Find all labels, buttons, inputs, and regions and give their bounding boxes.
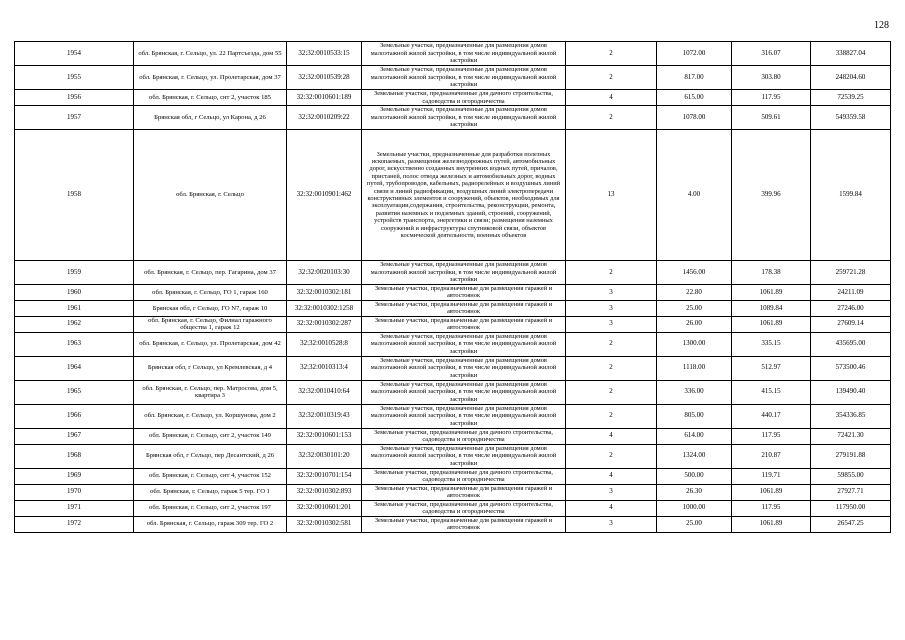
cadastral-number-cell: 32:32:0010410:64 xyxy=(287,380,362,404)
row-number: 1966 xyxy=(15,404,134,428)
group-cell: 3 xyxy=(566,300,657,316)
cadastral-value-cell: 354336.85 xyxy=(811,404,891,428)
group-cell: 2 xyxy=(566,42,657,66)
specific-value-cell: 117.95 xyxy=(732,90,811,106)
area-cell: 1456.00 xyxy=(657,261,732,285)
land-use-cell: Земельные участки, предназначенные для размещения домов малоэтажной жилой застройки, в том числе индивидуальной жилой застройки xyxy=(362,356,566,380)
table-row xyxy=(15,285,891,301)
address-cell: обл. Брянская, г. Сельцо, пер. Гагарина, дом 37 xyxy=(134,261,287,285)
area-cell: 1118.00 xyxy=(657,356,732,380)
address-cell: обл. Брянская, г. Сельцо, гараж 5 тер. ГО 1 xyxy=(134,484,287,500)
specific-value-cell: 440.17 xyxy=(732,404,811,428)
land-use-cell: Земельные участки, предназначенные для дачного строительства, садоводства и огородничества xyxy=(362,428,566,444)
specific-value-cell: 1061.89 xyxy=(732,285,811,301)
cadastral-number-cell: 32:32:0010533:15 xyxy=(287,42,362,66)
land-use-cell: Земельные участки, предназначенные для размещения гаражей и автостоянок xyxy=(362,300,566,316)
specific-value-cell: 1061.89 xyxy=(732,316,811,332)
table-row xyxy=(15,356,891,380)
address-cell: обл. Брянская, г. Сельцо, ул. Коршунова, дом 2 xyxy=(134,404,287,428)
area-cell: 1300.00 xyxy=(657,332,732,356)
group-cell: 4 xyxy=(566,90,657,106)
land-use-cell: Земельные участки, предназначенные для размещения домов малоэтажной жилой застройки, в том числе индивидуальной жилой застройки xyxy=(362,380,566,404)
cadastral-number-cell: 32:32:0010901:462 xyxy=(287,130,362,261)
specific-value-cell: 1061.89 xyxy=(732,516,811,532)
row-number: 1962 xyxy=(15,316,134,332)
area-cell: 22.80 xyxy=(657,285,732,301)
row-number: 1961 xyxy=(15,300,134,316)
area-cell: 26.30 xyxy=(657,484,732,500)
table-row xyxy=(15,130,891,261)
cadastral-number-cell: 32:32:0010302:181 xyxy=(287,285,362,301)
land-use-cell: Земельные участки, предназначенные для размещения домов малоэтажной жилой застройки, в том числе индивидуальной жилой застройки xyxy=(362,444,566,468)
group-cell: 3 xyxy=(566,285,657,301)
table-row xyxy=(15,484,891,500)
land-use-cell: Земельные участки, предназначенные для размещения домов малоэтажной жилой застройки, в том числе индивидуальной жилой застройки xyxy=(362,66,566,90)
land-use-cell: Земельные участки, предназначенные для дачного строительства, садоводства и огородничества xyxy=(362,90,566,106)
specific-value-cell: 117.95 xyxy=(732,500,811,516)
table-row xyxy=(15,468,891,484)
cadastral-number-cell: 32:32:0030101:20 xyxy=(287,444,362,468)
cadastral-value-cell: 72539.25 xyxy=(811,90,891,106)
land-use-cell: Земельные участки, предназначенные для размещения домов малоэтажной жилой застройки, в том числе индивидуальной жилой застройки xyxy=(362,261,566,285)
address-cell: обл. Брянская, г. Сельцо, ул. Пролетарская, дом 37 xyxy=(134,66,287,90)
land-use-cell: Земельные участки, предназначенные для разработки полезных ископаемых, размещения железнодорожных путей, автомобильных дорог, искусственно созданных внутренних водных путей, причалов, пристаней, полос отвода железных и автомобильных дорог, водных путей, трубопроводов, кабельных, радиорелейных и воздушных линий связи и линий радиофикации, воздушных линий электропередачи конструктивных элементов и сооружений, объектов, необходимых для эксплуатации,содержания, строительства, реконструкции, ремонта, развития наземных и подземных зданий, строений, сооружений, устройств транспорта, энергетики и связи; размещения наземных сооружений и инфраструктуры спутниковой связи, объектов космической деятельности, военных объектов xyxy=(362,130,566,261)
cadastral-number-cell: 32:32:0010302:1258 xyxy=(287,300,362,316)
area-cell: 1000.00 xyxy=(657,500,732,516)
group-cell: 3 xyxy=(566,516,657,532)
table-row xyxy=(15,444,891,468)
table-row xyxy=(15,380,891,404)
area-cell: 25.00 xyxy=(657,516,732,532)
group-cell: 2 xyxy=(566,380,657,404)
specific-value-cell: 303.80 xyxy=(732,66,811,90)
row-number: 1957 xyxy=(15,106,134,130)
area-cell: 614.00 xyxy=(657,428,732,444)
cadastral-value-cell: 259721.28 xyxy=(811,261,891,285)
group-cell: 2 xyxy=(566,66,657,90)
cadastral-value-cell: 139490.40 xyxy=(811,380,891,404)
cadastral-number-cell: 32:32:0010302:287 xyxy=(287,316,362,332)
specific-value-cell: 509.61 xyxy=(732,106,811,130)
row-number: 1958 xyxy=(15,130,134,261)
address-cell: обл. Брянская, г. Сельцо, ул. Пролетарская, дом 42 xyxy=(134,332,287,356)
address-cell: обл. Брянская, г. Сельцо, пер. Матросова, дом 5, квартира 3 xyxy=(134,380,287,404)
row-number: 1965 xyxy=(15,380,134,404)
address-cell: обл. Брянская, г. Сельцо, снт 2, участок 185 xyxy=(134,90,287,106)
row-number: 1954 xyxy=(15,42,134,66)
address-cell: Брянская обл, г Сельцо, ул Кремлевская, д 4 xyxy=(134,356,287,380)
row-number: 1963 xyxy=(15,332,134,356)
address-cell: обл. Брянская, г. Сельцо, снт 4, участок 152 xyxy=(134,468,287,484)
specific-value-cell: 316.07 xyxy=(732,42,811,66)
cadastral-value-cell: 248204.60 xyxy=(811,66,891,90)
specific-value-cell: 117.95 xyxy=(732,428,811,444)
group-cell: 2 xyxy=(566,356,657,380)
specific-value-cell: 210.87 xyxy=(732,444,811,468)
cadastral-value-cell: 27927.71 xyxy=(811,484,891,500)
area-cell: 25.00 xyxy=(657,300,732,316)
row-number: 1972 xyxy=(15,516,134,532)
address-cell: обл. Брянская, г. Сельцо, ГО 1, гараж 160 xyxy=(134,285,287,301)
group-cell: 2 xyxy=(566,404,657,428)
cadastral-value-cell: 549359.58 xyxy=(811,106,891,130)
group-cell: 4 xyxy=(566,428,657,444)
cadastral-number-cell: 32:32:0010319:43 xyxy=(287,404,362,428)
table-row xyxy=(15,300,891,316)
group-cell: 3 xyxy=(566,316,657,332)
cadastral-value-cell: 1599.84 xyxy=(811,130,891,261)
area-cell: 805.00 xyxy=(657,404,732,428)
cadastral-number-cell: 32:32:0010601:153 xyxy=(287,428,362,444)
area-cell: 336.00 xyxy=(657,380,732,404)
cadastral-number-cell: 32:32:0010302:893 xyxy=(287,484,362,500)
cadastral-number-cell: 32:32:0010528:8 xyxy=(287,332,362,356)
row-number: 1956 xyxy=(15,90,134,106)
row-number: 1969 xyxy=(15,468,134,484)
address-cell: обл. Брянская, г. Сельцо, Филиал гаражного общества 1, гараж 12 xyxy=(134,316,287,332)
cadastral-value-cell: 27609.14 xyxy=(811,316,891,332)
area-cell: 4.00 xyxy=(657,130,732,261)
page-number: 128 xyxy=(874,20,889,31)
cadastral-value-cell: 573500.46 xyxy=(811,356,891,380)
cadastral-value-cell: 435695.00 xyxy=(811,332,891,356)
area-cell: 1078.00 xyxy=(657,106,732,130)
table-row xyxy=(15,261,891,285)
cadastral-number-cell: 32:32:0010539:28 xyxy=(287,66,362,90)
table-row xyxy=(15,404,891,428)
area-cell: 26.00 xyxy=(657,316,732,332)
cadastral-number-cell: 32:32:0020103:30 xyxy=(287,261,362,285)
land-use-cell: Земельные участки, предназначенные для размещения домов малоэтажной жилой застройки, в том числе индивидуальной жилой застройки xyxy=(362,404,566,428)
cadastral-value-cell: 59855.00 xyxy=(811,468,891,484)
specific-value-cell: 119.71 xyxy=(732,468,811,484)
area-cell: 500.00 xyxy=(657,468,732,484)
area-cell: 817.00 xyxy=(657,66,732,90)
cadastral-value-cell: 27246.00 xyxy=(811,300,891,316)
land-use-cell: Земельные участки, предназначенные для дачного строительства, садоводства и огородничества xyxy=(362,500,566,516)
area-cell: 1072.00 xyxy=(657,42,732,66)
group-cell: 13 xyxy=(566,130,657,261)
land-use-cell: Земельные участки, предназначенные для размещения гаражей и автостоянок xyxy=(362,484,566,500)
table-row xyxy=(15,42,891,66)
row-number: 1955 xyxy=(15,66,134,90)
table-row xyxy=(15,500,891,516)
cadastral-number-cell: 32:32:0010601:189 xyxy=(287,90,362,106)
specific-value-cell: 512.97 xyxy=(732,356,811,380)
row-number: 1960 xyxy=(15,285,134,301)
cadastral-value-cell: 117950.00 xyxy=(811,500,891,516)
address-cell: обл. Брянская, г. Сельцо, ул. 22 Партсъезда, дом 55 xyxy=(134,42,287,66)
specific-value-cell: 335.15 xyxy=(732,332,811,356)
row-number: 1967 xyxy=(15,428,134,444)
cadastral-number-cell: 32:32:0010302:581 xyxy=(287,516,362,532)
address-cell: Брянская обл, г Сельцо, ул Карона, д 26 xyxy=(134,106,287,130)
cadastral-value-cell: 72421.30 xyxy=(811,428,891,444)
group-cell: 4 xyxy=(566,500,657,516)
table-row xyxy=(15,316,891,332)
table-row xyxy=(15,516,891,532)
row-number: 1968 xyxy=(15,444,134,468)
area-cell: 615.00 xyxy=(657,90,732,106)
land-use-cell: Земельные участки, предназначенные для размещения домов малоэтажной жилой застройки, в том числе индивидуальной жилой застройки xyxy=(362,42,566,66)
land-use-cell: Земельные участки, предназначенные для дачного строительства, садоводства и огородничества xyxy=(362,468,566,484)
land-use-cell: Земельные участки, предназначенные для размещения гаражей и автостоянок xyxy=(362,316,566,332)
group-cell: 3 xyxy=(566,484,657,500)
table-row xyxy=(15,90,891,106)
row-number: 1959 xyxy=(15,261,134,285)
table-row xyxy=(15,66,891,90)
specific-value-cell: 399.96 xyxy=(732,130,811,261)
address-cell: Брянская обл, г Сельцо, пер Десантский, д 26 xyxy=(134,444,287,468)
address-cell: обл. Брянская, г. Сельцо, снт 2, участок 149 xyxy=(134,428,287,444)
area-cell: 1324.00 xyxy=(657,444,732,468)
table-body xyxy=(15,42,891,533)
cadastral-value-cell: 338827.04 xyxy=(811,42,891,66)
group-cell: 2 xyxy=(566,332,657,356)
row-number: 1971 xyxy=(15,500,134,516)
group-cell: 2 xyxy=(566,106,657,130)
address-cell: обл. Брянская, г. Сельцо xyxy=(134,130,287,261)
group-cell: 2 xyxy=(566,261,657,285)
table-row xyxy=(15,428,891,444)
group-cell: 4 xyxy=(566,468,657,484)
land-use-cell: Земельные участки, предназначенные для размещения домов малоэтажной жилой застройки, в том числе индивидуальной жилой застройки xyxy=(362,106,566,130)
specific-value-cell: 1089.84 xyxy=(732,300,811,316)
cadastral-number-cell: 32:32:0010209:22 xyxy=(287,106,362,130)
cadastral-number-cell: 32:32:0010701:154 xyxy=(287,468,362,484)
cadastral-number-cell: 32:32:0010313:4 xyxy=(287,356,362,380)
specific-value-cell: 1061.89 xyxy=(732,484,811,500)
address-cell: обл. Брянская, г. Сельцо, гараж 309 тер. ГО 2 xyxy=(134,516,287,532)
table-row xyxy=(15,332,891,356)
land-use-cell: Земельные участки, предназначенные для размещения гаражей и автостоянок xyxy=(362,516,566,532)
land-use-cell: Земельные участки, предназначенные для размещения домов малоэтажной жилой застройки, в том числе индивидуальной жилой застройки xyxy=(362,332,566,356)
row-number: 1970 xyxy=(15,484,134,500)
cadastral-value-cell: 279191.88 xyxy=(811,444,891,468)
specific-value-cell: 178.38 xyxy=(732,261,811,285)
address-cell: Брянская обл, г Сельцо, ГО N7, гараж 10 xyxy=(134,300,287,316)
land-use-cell: Земельные участки, предназначенные для размещения гаражей и автостоянок xyxy=(362,285,566,301)
address-cell: обл. Брянская, г. Сельцо, снт 2, участок 197 xyxy=(134,500,287,516)
cadastral-number-cell: 32:32:0010601:201 xyxy=(287,500,362,516)
table-row xyxy=(15,106,891,130)
cadastral-value-table xyxy=(14,41,891,533)
specific-value-cell: 415.15 xyxy=(732,380,811,404)
cadastral-value-cell: 24211.09 xyxy=(811,285,891,301)
row-number: 1964 xyxy=(15,356,134,380)
cadastral-value-cell: 26547.25 xyxy=(811,516,891,532)
group-cell: 2 xyxy=(566,444,657,468)
